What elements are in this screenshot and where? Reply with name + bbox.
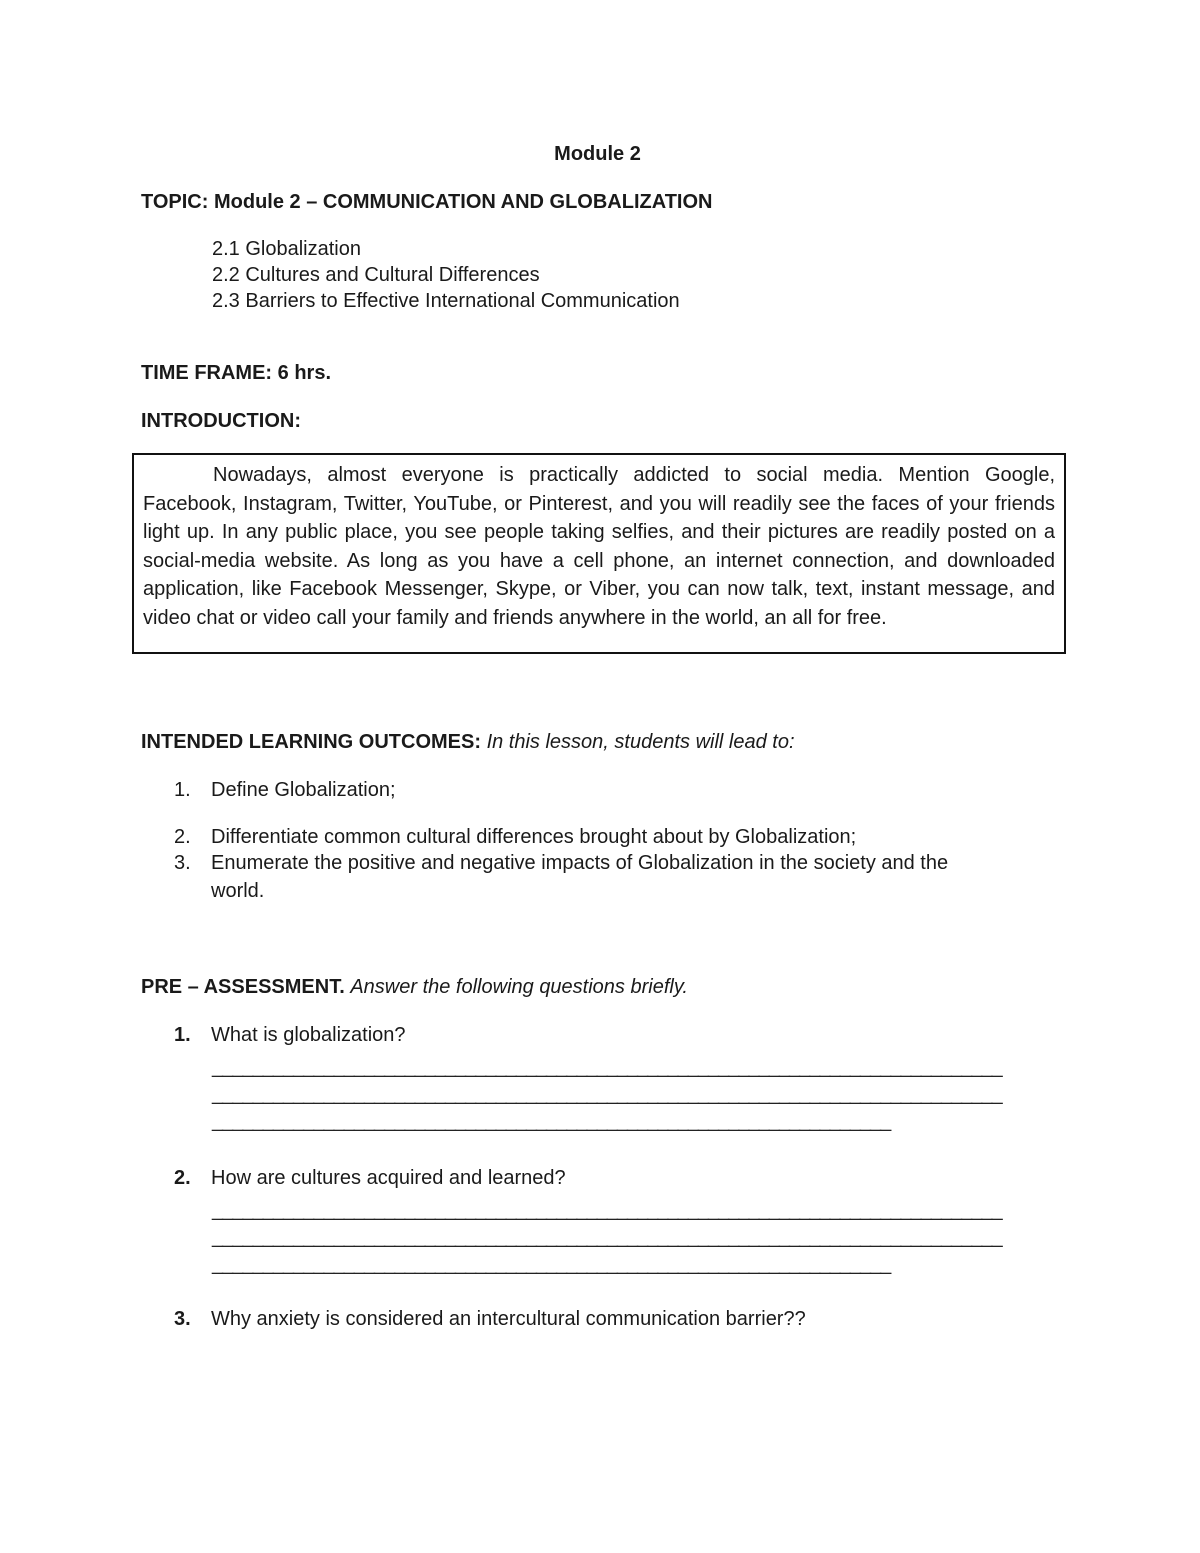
outcome-item: Define Globalization; — [211, 779, 396, 801]
outcome-number: 1. — [174, 779, 191, 801]
pre-assessment-instruction: Answer the following questions briefly. — [350, 976, 688, 998]
pre-assessment-line — [141, 975, 688, 999]
outcome-item: Differentiate common cultural differences brought about by Globalization; — [211, 826, 857, 848]
outcome-item: Enumerate the positive and negative impacts of Globalization in the society and the — [211, 852, 949, 874]
topic-value: Module 2 – COMMUNICATION AND GLOBALIZATION — [213, 191, 713, 213]
introduction-box — [132, 453, 1066, 654]
question-number: 2. — [174, 1167, 191, 1189]
topic-label: TOPIC: — [141, 191, 209, 213]
answer-line[interactable]: ______________________________________________________________________________ — [212, 1083, 1002, 1105]
question-text: What is globalization? — [211, 1024, 406, 1046]
question-text: Why anxiety is considered an intercultural communication barrier?? — [211, 1308, 806, 1330]
answer-line[interactable]: ___________________________________________________________________ — [212, 1253, 891, 1275]
pre-assessment-heading: PRE – ASSESSMENT. — [141, 976, 345, 998]
outcome-item-continued: world. — [211, 880, 265, 902]
answer-line[interactable]: ___________________________________________________________________ — [212, 1110, 891, 1132]
introduction-heading: INTRODUCTION: — [141, 410, 301, 432]
learning-outcomes-lead: In this lesson, students will lead to: — [486, 731, 795, 753]
page-title: Module 2 — [554, 143, 641, 165]
answer-line[interactable]: ______________________________________________________________________________ — [212, 1199, 1002, 1221]
answer-line[interactable]: ______________________________________________________________________________ — [212, 1226, 1002, 1248]
time-frame: TIME FRAME: 6 hrs. — [141, 362, 332, 384]
topic-line — [141, 190, 712, 214]
subtopic-item: 2.2 Cultures and Cultural Differences — [212, 264, 540, 286]
learning-outcomes-line — [141, 730, 795, 754]
answer-line[interactable]: ______________________________________________________________________________ — [212, 1056, 1002, 1078]
outcome-number: 3. — [174, 852, 191, 874]
subtopic-item: 2.3 Barriers to Effective International Communication — [212, 290, 680, 312]
introduction-body: Nowadays, almost everyone is practically addicted to social media. Mention Google, Facebook, Instagram, Twitter, YouTube, or Pinterest, and you will readily see the faces of your friends light up. In any public place, you see people taking selfies, and their pictures are readily posted on a social-media website. As long as you have a cell phone, an internet connection, and downloaded application, like Facebook Messenger, Skype, or Viber, you can now talk, text, instant message, and video chat or video call your family and friends anywhere in the world, an all for free. — [143, 464, 1055, 629]
outcome-number: 2. — [174, 826, 191, 848]
question-number: 1. — [174, 1024, 191, 1046]
question-text: How are cultures acquired and learned? — [211, 1167, 566, 1189]
learning-outcomes-heading: INTENDED LEARNING OUTCOMES: — [141, 731, 481, 753]
question-number: 3. — [174, 1308, 191, 1330]
subtopic-item: 2.1 Globalization — [212, 238, 361, 260]
